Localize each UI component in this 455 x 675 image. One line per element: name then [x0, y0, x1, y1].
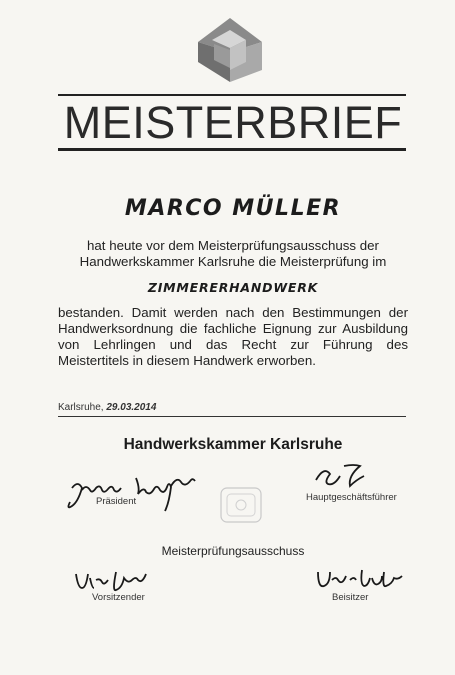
- managing-director-signature: [312, 458, 392, 494]
- intro-text: hat heute vor dem Meisterprüfungsausschuss der Handwerkskammer Karlsruhe die Meisterprüfung im: [79, 238, 387, 269]
- place-date: [58, 402, 156, 413]
- managing-director-label: Hauptgeschäftsführer: [306, 492, 397, 503]
- assessor-label: Beisitzer: [332, 592, 369, 603]
- issue-date: 29.03.2014: [106, 402, 157, 413]
- recipient-name: MARCO MÜLLER: [124, 196, 342, 221]
- chair-label: Vorsitzender: [92, 592, 145, 603]
- title-bottom-rule: [58, 148, 406, 151]
- document-title: MEISTERBRIEF: [63, 97, 403, 148]
- trade-name: ZIMMERERHANDWERK: [147, 280, 319, 295]
- title-top-rule: [58, 94, 406, 96]
- place-label: Karlsruhe,: [58, 402, 104, 413]
- president-label: Präsident: [96, 496, 137, 507]
- date-rule: [58, 416, 406, 417]
- handwerk-emblem-icon: [198, 18, 262, 82]
- organization-name: Handwerkskammer Karlsruhe: [123, 436, 343, 453]
- body-text: bestanden. Damit werden nach den Bestimmungen der Handwerksordnung die fachliche Eignung zur Ausbildung von Lehrlingen und das Recht zur Führung des Meistertitels in diesem Handwerk erworben.: [58, 305, 408, 368]
- president-signature: [66, 466, 206, 518]
- committee-title: Meisterprüfungsausschuss: [161, 544, 305, 558]
- embossed-seal-icon: [218, 485, 264, 525]
